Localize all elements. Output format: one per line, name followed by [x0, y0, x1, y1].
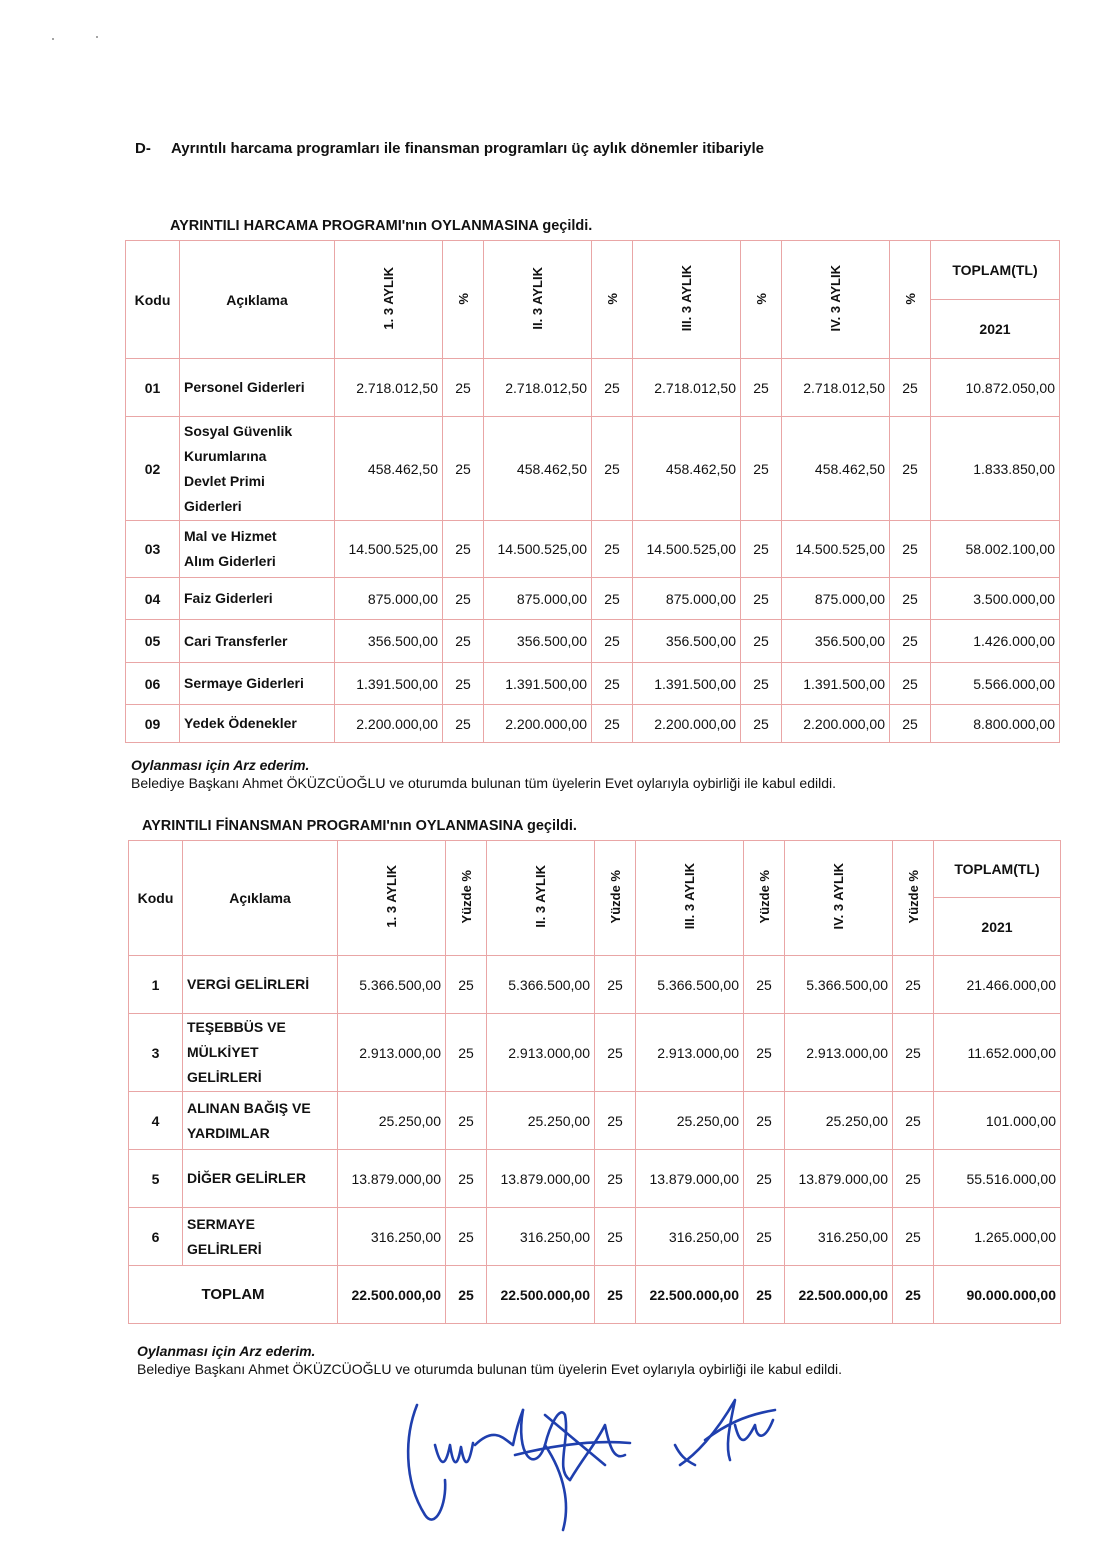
- header-pct: Yüzde %: [744, 841, 785, 956]
- table-row: [129, 1208, 1061, 1266]
- description-line: GELİRLERİ: [187, 1069, 262, 1085]
- row-q3-percent: 25: [741, 663, 782, 705]
- row-q2-percent: 25: [595, 1092, 636, 1150]
- row-q4-amount: 2.200.000,00: [782, 705, 890, 743]
- row-q2-percent: 25: [592, 578, 633, 620]
- vote-result-text: Belediye Başkanı Ahmet ÖKÜZCÜOĞLU ve oturumda bulunan tüm üyelerin Evet oylarıyla oybirliği ile kabul edildi.: [131, 775, 837, 791]
- vote-request-text: Oylanması için Arz ederim.: [131, 757, 310, 773]
- header-code: Kodu: [129, 841, 183, 956]
- row-q1-percent: 25: [446, 1150, 487, 1208]
- table-row: [126, 620, 1060, 663]
- row-q3-percent: 25: [744, 1092, 785, 1150]
- total-q4-percent: 25: [893, 1266, 934, 1324]
- row-q4-percent: 25: [893, 1092, 934, 1150]
- row-q2-percent: 25: [595, 1208, 636, 1266]
- row-total: 5.566.000,00: [931, 663, 1060, 705]
- header-q1: 1. 3 AYLIK: [335, 241, 443, 359]
- row-q3-amount: 25.250,00: [636, 1092, 744, 1150]
- expense-vote-note: [131, 757, 836, 791]
- row-q3-amount: 356.500,00: [633, 620, 741, 663]
- description-line: Faiz Giderleri: [184, 590, 273, 606]
- total-q4-amount: 22.500.000,00: [785, 1266, 893, 1324]
- row-q1-percent: 25: [446, 1092, 487, 1150]
- row-q3-amount: 2.913.000,00: [636, 1014, 744, 1092]
- header-year: 2021: [934, 898, 1061, 956]
- table-row: [126, 417, 1060, 521]
- row-code: 1: [129, 956, 183, 1014]
- row-q3-amount: 1.391.500,00: [633, 663, 741, 705]
- header-total: TOPLAM(TL): [931, 241, 1060, 300]
- description-line: GELİRLERİ: [187, 1240, 262, 1257]
- row-q4-percent: 25: [890, 359, 931, 417]
- handwritten-signatures-icon: [395, 1385, 815, 1535]
- row-q4-percent: 25: [890, 705, 931, 743]
- row-code: 05: [126, 620, 180, 663]
- row-q2-amount: 13.879.000,00: [487, 1150, 595, 1208]
- row-q3-amount: 316.250,00: [636, 1208, 744, 1266]
- row-total: 58.002.100,00: [931, 521, 1060, 578]
- row-total: 1.426.000,00: [931, 620, 1060, 663]
- section-heading: [135, 140, 764, 157]
- description-line: Devlet Primi: [184, 472, 265, 489]
- row-q2-percent: 25: [595, 956, 636, 1014]
- row-q2-percent: 25: [592, 521, 633, 578]
- table-row: [126, 578, 1060, 620]
- row-q4-percent: 25: [890, 417, 931, 521]
- row-code: 3: [129, 1014, 183, 1092]
- row-description: [183, 1092, 338, 1150]
- row-q1-amount: 1.391.500,00: [335, 663, 443, 705]
- row-q2-amount: 14.500.525,00: [484, 521, 592, 578]
- row-q1-percent: 25: [443, 417, 484, 521]
- row-q4-amount: 356.500,00: [782, 620, 890, 663]
- row-q4-amount: 2.718.012,50: [782, 359, 890, 417]
- row-q3-amount: 13.879.000,00: [636, 1150, 744, 1208]
- section-heading-text: Ayrıntılı harcama programları ile finansman programları üç aylık dönemler itibariyle: [171, 140, 764, 157]
- row-q4-percent: 25: [893, 1208, 934, 1266]
- table-row: [129, 1150, 1061, 1208]
- row-code: 02: [126, 417, 180, 521]
- row-q2-amount: 25.250,00: [487, 1092, 595, 1150]
- row-description: [180, 620, 335, 663]
- grand-total: 90.000.000,00: [934, 1266, 1061, 1324]
- row-q2-percent: 25: [592, 705, 633, 743]
- row-total: 10.872.050,00: [931, 359, 1060, 417]
- row-total: 1.265.000,00: [934, 1208, 1061, 1266]
- row-total: 11.652.000,00: [934, 1014, 1061, 1092]
- total-q3-percent: 25: [744, 1266, 785, 1324]
- row-q4-amount: 25.250,00: [785, 1092, 893, 1150]
- row-q3-amount: 2.200.000,00: [633, 705, 741, 743]
- description-line: Mal ve Hizmet: [184, 528, 277, 544]
- header-pct: %: [741, 241, 782, 359]
- total-row: [129, 1266, 1061, 1324]
- row-q2-amount: 316.250,00: [487, 1208, 595, 1266]
- row-q1-percent: 25: [443, 705, 484, 743]
- header-pct: Yüzde %: [595, 841, 636, 956]
- row-q4-percent: 25: [893, 1014, 934, 1092]
- header-pct: Yüzde %: [893, 841, 934, 956]
- header-pct: %: [443, 241, 484, 359]
- description-line: Yedek Ödenekler: [184, 715, 297, 731]
- row-q4-percent: 25: [893, 1150, 934, 1208]
- header-total: TOPLAM(TL): [934, 841, 1061, 898]
- table-row: [126, 521, 1060, 578]
- row-q2-amount: 356.500,00: [484, 620, 592, 663]
- row-q2-amount: 875.000,00: [484, 578, 592, 620]
- row-q3-percent: 25: [741, 578, 782, 620]
- row-q1-percent: 25: [446, 1014, 487, 1092]
- row-code: 04: [126, 578, 180, 620]
- header-year: 2021: [931, 300, 1060, 359]
- expense-program-table: [125, 240, 1060, 743]
- row-code: 09: [126, 705, 180, 743]
- row-description: [180, 359, 335, 417]
- scan-speck: [96, 36, 98, 38]
- header-description: Açıklama: [183, 841, 338, 956]
- total-q1-amount: 22.500.000,00: [338, 1266, 446, 1324]
- row-q2-percent: 25: [592, 417, 633, 521]
- description-line: MÜLKİYET: [187, 1044, 259, 1060]
- row-q1-amount: 13.879.000,00: [338, 1150, 446, 1208]
- row-code: 06: [126, 663, 180, 705]
- row-q2-amount: 2.718.012,50: [484, 359, 592, 417]
- row-q4-amount: 458.462,50: [782, 417, 890, 521]
- scan-speck: [52, 38, 54, 40]
- row-q3-percent: 25: [744, 1150, 785, 1208]
- row-description: [183, 956, 338, 1014]
- row-q1-amount: 356.500,00: [335, 620, 443, 663]
- row-description: [180, 705, 335, 743]
- row-q4-amount: 13.879.000,00: [785, 1150, 893, 1208]
- row-q3-amount: 5.366.500,00: [636, 956, 744, 1014]
- row-q4-amount: 1.391.500,00: [782, 663, 890, 705]
- row-q4-amount: 316.250,00: [785, 1208, 893, 1266]
- row-q4-percent: 25: [893, 956, 934, 1014]
- row-q4-amount: 14.500.525,00: [782, 521, 890, 578]
- description-line: Cari Transferler: [184, 632, 288, 649]
- row-description: [180, 578, 335, 620]
- row-q2-amount: 5.366.500,00: [487, 956, 595, 1014]
- row-q3-percent: 25: [741, 417, 782, 521]
- header-q2: II. 3 AYLIK: [487, 841, 595, 956]
- total-q3-amount: 22.500.000,00: [636, 1266, 744, 1324]
- row-q3-amount: 14.500.525,00: [633, 521, 741, 578]
- row-q4-amount: 2.913.000,00: [785, 1014, 893, 1092]
- description-line: DİĞER GELİRLER: [187, 1170, 307, 1186]
- row-total: 8.800.000,00: [931, 705, 1060, 743]
- row-description: [180, 521, 335, 578]
- row-q1-amount: 2.200.000,00: [335, 705, 443, 743]
- total-q1-percent: 25: [446, 1266, 487, 1324]
- row-q1-amount: 25.250,00: [338, 1092, 446, 1150]
- row-q4-percent: 25: [890, 620, 931, 663]
- description-line: Kurumlarına: [184, 447, 267, 464]
- description-line: Giderleri: [184, 497, 242, 514]
- row-q1-amount: 2.913.000,00: [338, 1014, 446, 1092]
- row-q3-percent: 25: [744, 956, 785, 1014]
- row-q4-amount: 5.366.500,00: [785, 956, 893, 1014]
- row-q2-percent: 25: [595, 1014, 636, 1092]
- row-description: [183, 1014, 338, 1092]
- row-total: 3.500.000,00: [931, 578, 1060, 620]
- row-q2-amount: 2.200.000,00: [484, 705, 592, 743]
- row-code: 01: [126, 359, 180, 417]
- description-line: Personel Giderleri: [184, 379, 305, 395]
- row-q2-amount: 458.462,50: [484, 417, 592, 521]
- row-q2-percent: 25: [595, 1150, 636, 1208]
- row-q2-percent: 25: [592, 663, 633, 705]
- table-row: [129, 1014, 1061, 1092]
- row-q1-amount: 2.718.012,50: [335, 359, 443, 417]
- description-line: VERGİ GELİRLERİ: [187, 976, 310, 992]
- row-q1-percent: 25: [446, 1208, 487, 1266]
- finance-program-table: [128, 840, 1061, 1324]
- expense-table-caption: AYRINTILI HARCAMA PROGRAMI'nın OYLANMASINA geçildi.: [170, 218, 593, 234]
- row-q2-amount: 1.391.500,00: [484, 663, 592, 705]
- description-line: Sermaye Giderleri: [184, 675, 304, 691]
- row-q1-percent: 25: [443, 521, 484, 578]
- row-q4-percent: 25: [890, 521, 931, 578]
- row-q2-percent: 25: [592, 620, 633, 663]
- header-q3: III. 3 AYLIK: [636, 841, 744, 956]
- table-row: [126, 359, 1060, 417]
- header-q4: IV. 3 AYLIK: [785, 841, 893, 956]
- header-pct: %: [890, 241, 931, 359]
- row-q3-amount: 458.462,50: [633, 417, 741, 521]
- row-q2-amount: 2.913.000,00: [487, 1014, 595, 1092]
- description-line: ALINAN BAĞIŞ VE: [187, 1099, 311, 1116]
- row-q3-percent: 25: [744, 1208, 785, 1266]
- row-q3-percent: 25: [744, 1014, 785, 1092]
- row-q1-amount: 875.000,00: [335, 578, 443, 620]
- header-description: Açıklama: [180, 241, 335, 359]
- header-pct: Yüzde %: [446, 841, 487, 956]
- table-row: [129, 956, 1061, 1014]
- row-q1-percent: 25: [443, 578, 484, 620]
- vote-result-text: Belediye Başkanı Ahmet ÖKÜZCÜOĞLU ve oturumda bulunan tüm üyelerin Evet oylarıyla oybirliği ile kabul edildi.: [137, 1361, 843, 1377]
- row-q4-percent: 25: [890, 578, 931, 620]
- total-label: TOPLAM: [129, 1266, 338, 1324]
- description-line: SERMAYE: [187, 1215, 255, 1232]
- row-q3-amount: 2.718.012,50: [633, 359, 741, 417]
- row-description: [180, 417, 335, 521]
- header-q4: IV. 3 AYLIK: [782, 241, 890, 359]
- row-code: 6: [129, 1208, 183, 1266]
- header-q2: II. 3 AYLIK: [484, 241, 592, 359]
- row-q3-percent: 25: [741, 620, 782, 663]
- section-letter: D-: [135, 140, 151, 157]
- finance-table-caption: AYRINTILI FİNANSMAN PROGRAMI'nın OYLANMASINA geçildi.: [142, 818, 577, 834]
- row-code: 03: [126, 521, 180, 578]
- row-q4-percent: 25: [890, 663, 931, 705]
- description-line: TEŞEBBÜS VE: [187, 1019, 286, 1035]
- row-q1-amount: 14.500.525,00: [335, 521, 443, 578]
- vote-request-text: Oylanması için Arz ederim.: [137, 1343, 316, 1359]
- row-total: 55.516.000,00: [934, 1150, 1061, 1208]
- row-q1-percent: 25: [443, 359, 484, 417]
- description-line: Alım Giderleri: [184, 553, 276, 569]
- row-q1-amount: 316.250,00: [338, 1208, 446, 1266]
- row-q1-percent: 25: [446, 956, 487, 1014]
- finance-vote-note: [137, 1343, 842, 1377]
- table-row: [129, 1092, 1061, 1150]
- table-row: [126, 663, 1060, 705]
- header-code: Kodu: [126, 241, 180, 359]
- row-description: [183, 1208, 338, 1266]
- row-q1-amount: 5.366.500,00: [338, 956, 446, 1014]
- row-q3-percent: 25: [741, 705, 782, 743]
- row-q3-percent: 25: [741, 521, 782, 578]
- row-q4-amount: 875.000,00: [782, 578, 890, 620]
- header-pct: %: [592, 241, 633, 359]
- total-q2-amount: 22.500.000,00: [487, 1266, 595, 1324]
- header-q1: 1. 3 AYLIK: [338, 841, 446, 956]
- row-description: [183, 1150, 338, 1208]
- row-total: 1.833.850,00: [931, 417, 1060, 521]
- row-q3-amount: 875.000,00: [633, 578, 741, 620]
- row-code: 5: [129, 1150, 183, 1208]
- description-line: Sosyal Güvenlik: [184, 422, 293, 439]
- row-total: 101.000,00: [934, 1092, 1061, 1150]
- description-line: YARDIMLAR: [187, 1124, 270, 1141]
- row-q2-percent: 25: [592, 359, 633, 417]
- row-description: [180, 663, 335, 705]
- row-code: 4: [129, 1092, 183, 1150]
- row-q1-amount: 458.462,50: [335, 417, 443, 521]
- row-q3-percent: 25: [741, 359, 782, 417]
- total-q2-percent: 25: [595, 1266, 636, 1324]
- row-total: 21.466.000,00: [934, 956, 1061, 1014]
- header-q3: III. 3 AYLIK: [633, 241, 741, 359]
- table-row: [126, 705, 1060, 743]
- row-q1-percent: 25: [443, 620, 484, 663]
- row-q1-percent: 25: [443, 663, 484, 705]
